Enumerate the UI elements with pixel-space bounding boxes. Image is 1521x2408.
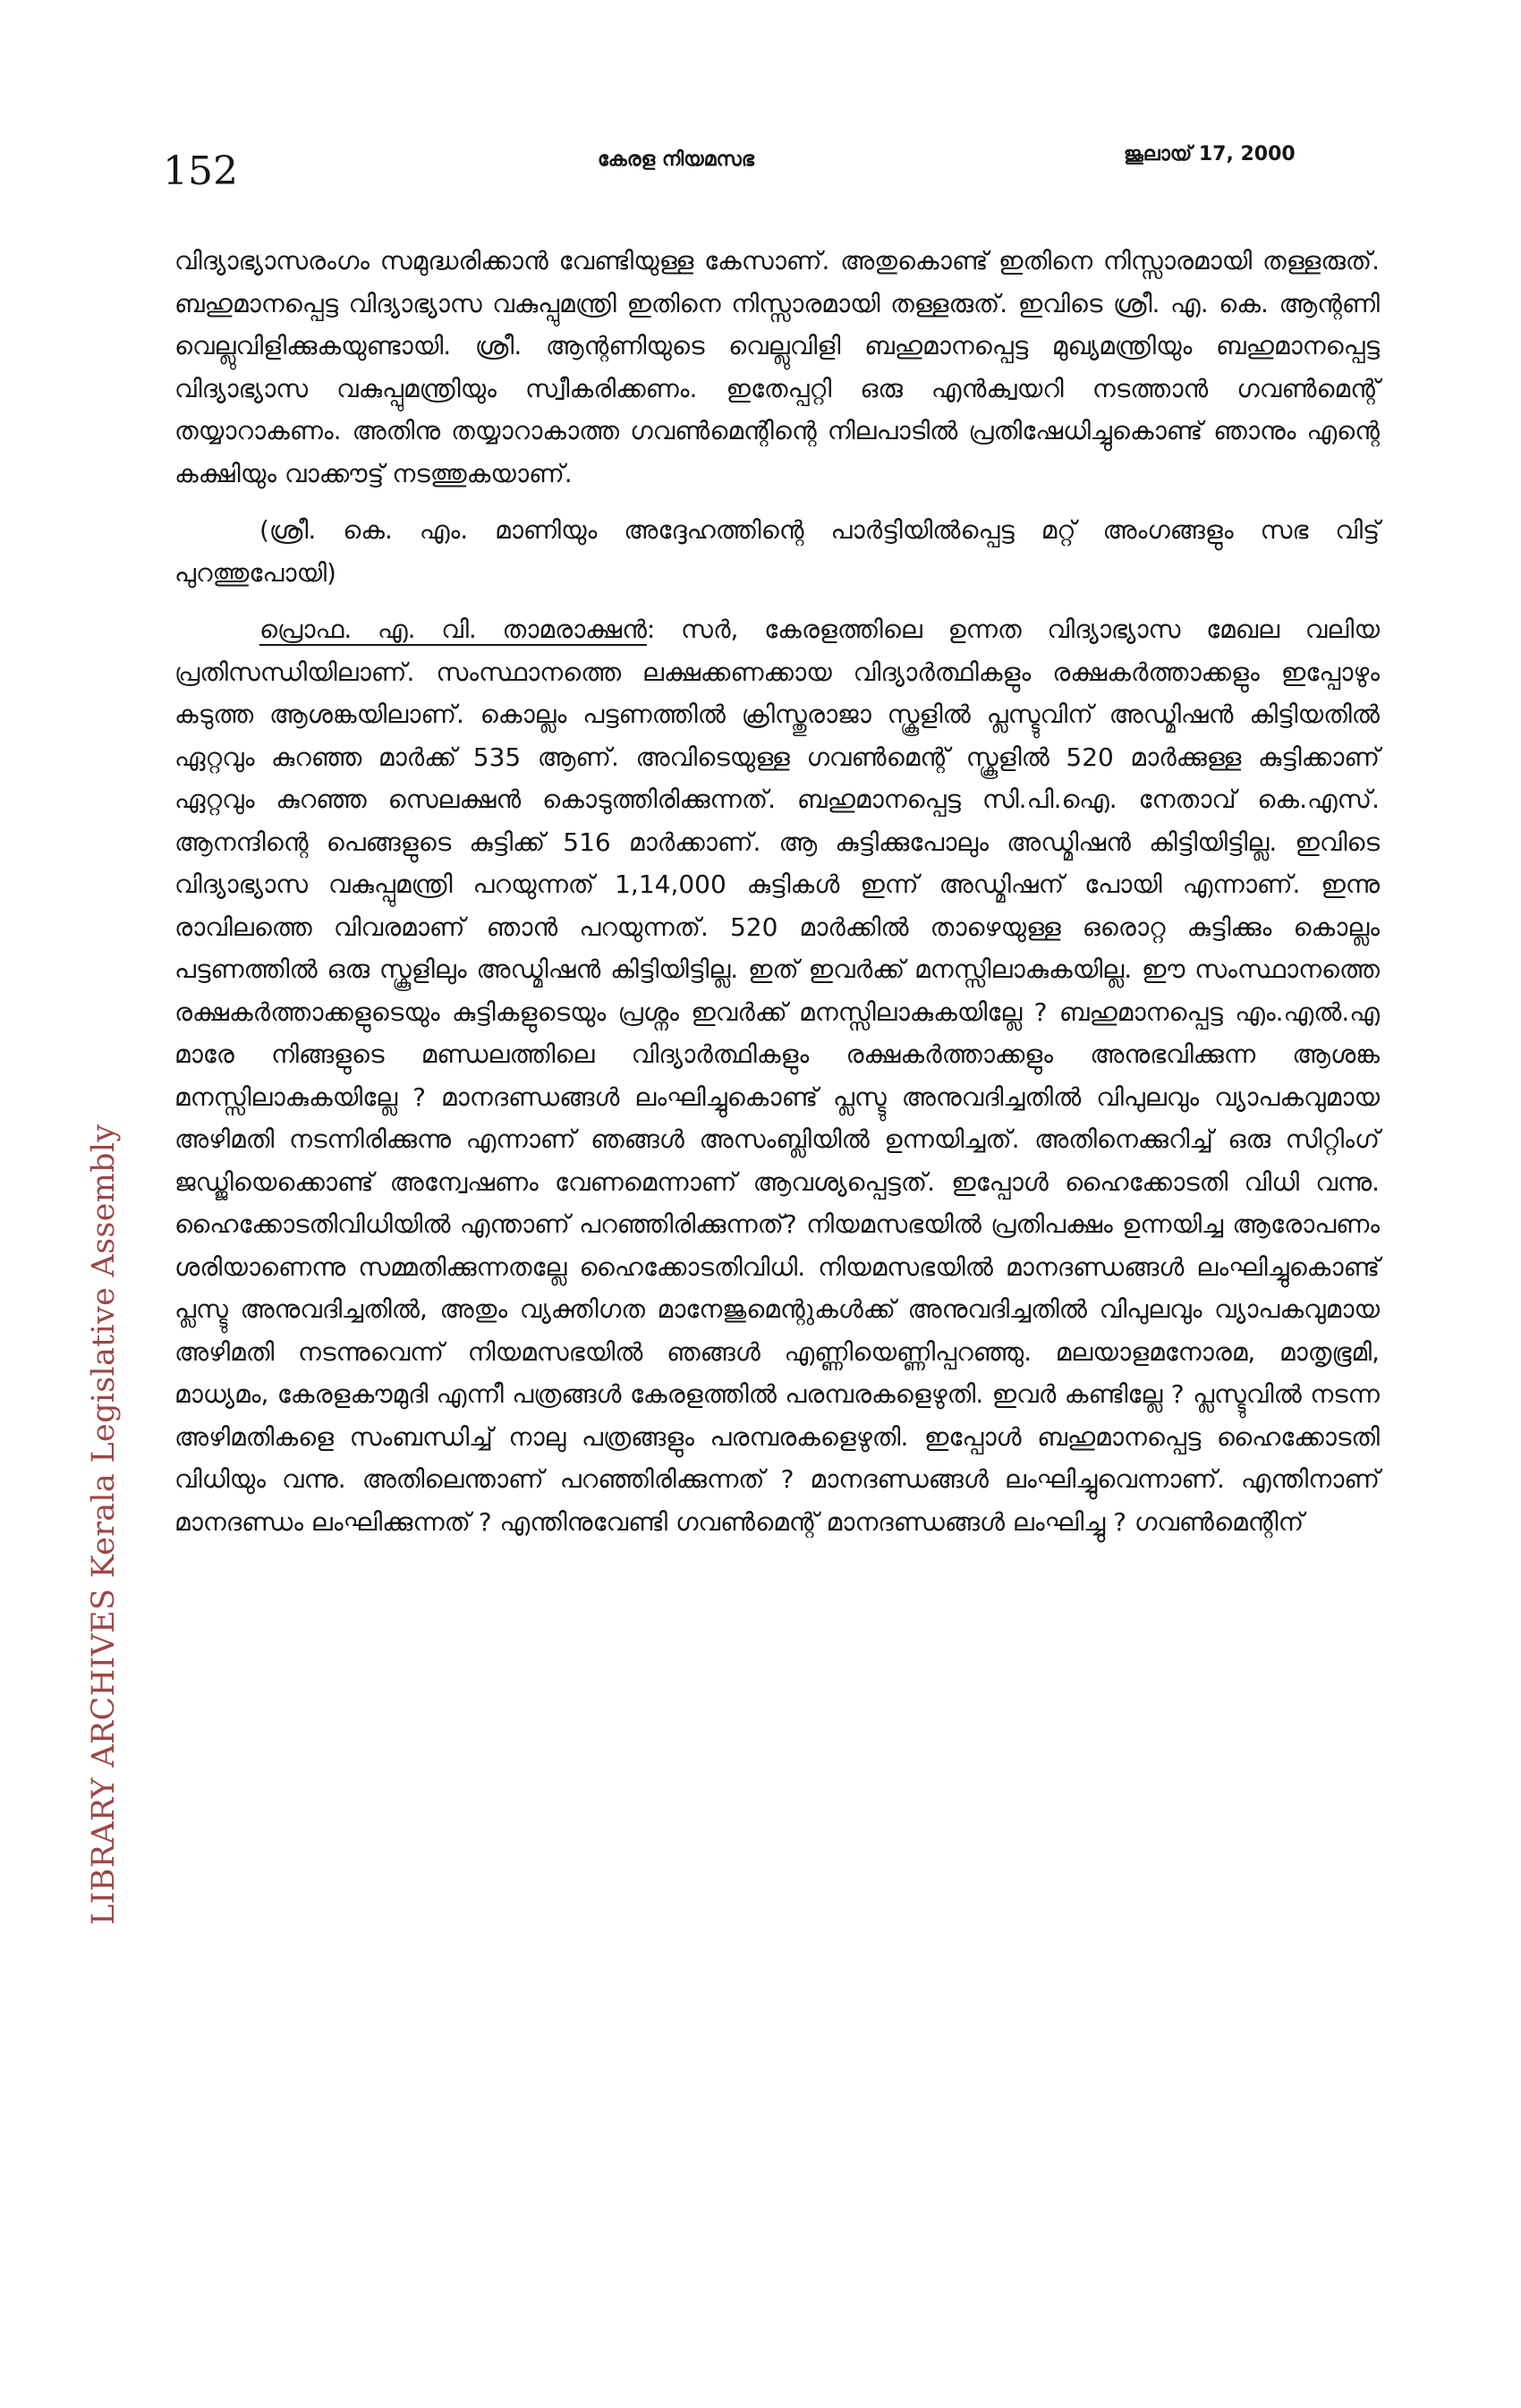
running-header-date: ജൂലായ് 17, 2000: [1124, 143, 1296, 165]
speech-paragraph: [174, 608, 1380, 1543]
archive-watermark: LIBRARY ARCHIVES Kerala Legislative Assembly: [86, 1123, 122, 1925]
speaker-name: പ്രൊഫ. എ. വി. താമരാക്ഷൻ: [259, 615, 647, 644]
document-body: [174, 240, 1380, 1543]
page-number: 152: [163, 148, 238, 194]
procedural-remark: (ശ്രീ. കെ. എം. മാണിയും അദ്ദേഹത്തിന്റെ പാർട്ടിയിൽപ്പെട്ട മറ്റ് അംഗങ്ങളും സഭ വിട്ട് പുറത്തുപോയി): [174, 515, 1380, 588]
speech-text: : സർ, കേരളത്തിലെ ഉന്നത വിദ്യാഭ്യാസ മേഖല വലിയ പ്രതിസന്ധിയിലാണ്. സംസ്ഥാനത്തെ ലക്ഷക്കണക്കായ വിദ്യാർത്ഥികളും രക്ഷകർത്താക്കളും ഇപ്പോഴും കടുത്ത ആശങ്കയിലാണ്. കൊല്ലം പട്ടണത്തിൽ ക്രിസ്തുരാജാ സ്കൂളിൽ പ്ലസ്ടുവിന് അഡ്മിഷൻ കിട്ടിയതിൽ ഏറ്റവും കുറഞ്ഞ മാർക്ക് 535 ആണ്. അവിടെയുള്ള ഗവൺമെന്റ് സ്കൂളിൽ 520 മാർക്കുള്ള കുട്ടിക്കാണ് ഏറ്റവും കുറഞ്ഞ സെലക്ഷൻ കൊടുത്തിരിക്കുന്നത്. ബഹുമാനപ്പെട്ട സി.പി.ഐ. നേതാവ് കെ.എസ്. ആനന്ദിന്റെ പെങ്ങളുടെ കുട്ടിക്ക് 516 മാർക്കാണ്. ആ കുട്ടിക്കുപോലും അഡ്മിഷൻ കിട്ടിയിട്ടില്ല. ഇവിടെ വിദ്യാഭ്യാസ വകുപ്പുമന്ത്രി പറയുന്നത് 1,14,000 കുട്ടികൾ ഇന്ന് അഡ്മിഷന് പോയി എന്നാണ്. ഇന്നു രാവിലത്തെ വിവരമാണ് ഞാൻ പറയുന്നത്. 520 മാർക്കിൽ താഴെയുള്ള ഒരൊറ്റ കുട്ടിക്കും കൊല്ലം പട്ടണത്തിൽ ഒരു സ്കൂളിലും അഡ്മിഷൻ കിട്ടിയിട്ടില്ല. ഇത് ഇവർക്ക് മനസ്സിലാകുകയില്ല. ഈ സംസ്ഥാനത്തെ രക്ഷകർത്താക്കളുടെയും കുട്ടികളുടെയും പ്രശ്നം ഇവർക്ക് മനസ്സിലാകുകയില്ലേ ? ബഹുമാനപ്പെട്ട എം.എൽ.എ മാരേ നിങ്ങളുടെ മണ്ഡലത്തിലെ വിദ്യാർത്ഥികളും രക്ഷകർത്താക്കളും അനുഭവിക്കുന്ന ആശങ്ക മനസ്സിലാകുകയില്ലേ ? മാനദണ്ഡങ്ങൾ ലംഘിച്ചുകൊണ്ട് പ്ലസ്ടു അനുവദിച്ചതിൽ വിപുലവും വ്യാപകവുമായ അഴിമതി നടന്നിരിക്കുന്നു എന്നാണ് ഞങ്ങൾ അസംബ്ലിയിൽ ഉന്നയിച്ചത്. അതിനെക്കുറിച്ച് ഒരു സിറ്റിംഗ് ജഡ്ജിയെക്കൊണ്ട് അന്വേഷണം വേണമെന്നാണ് ആവശ്യപ്പെട്ടത്. ഇപ്പോൾ ഹൈക്കോടതി വിധി വന്നു. ഹൈക്കോടതിവിധിയിൽ എന്താണ് പറഞ്ഞിരിക്കുന്നത്? നിയമസഭയിൽ പ്രതിപക്ഷം ഉന്നയിച്ച ആരോപണം ശരിയാണെന്നു സമ്മതിക്കുന്നതല്ലേ ഹൈക്കോടതിവിധി. നിയമസഭയിൽ മാനദണ്ഡങ്ങൾ ലംഘിച്ചുകൊണ്ട് പ്ലസ്ടു അനുവദിച്ചതിൽ, അതും വ്യക്തിഗത മാനേജുമെന്റുകൾക്ക് അനുവദിച്ചതിൽ വിപുലവും വ്യാപകവുമായ അഴിമതി നടന്നുവെന്ന് നിയമസഭയിൽ ഞങ്ങൾ എണ്ണിയെണ്ണിപ്പറഞ്ഞു. മലയാളമനോരമ, മാതൃഭൂമി, മാധ്യമം, കേരളകൗമുദി എന്നീ പത്രങ്ങൾ കേരളത്തിൽ പരമ്പരകളെഴുതി. ഇവർ കണ്ടില്ലേ ? പ്ലസ്ടുവിൽ നടന്ന അഴിമതികളെ സംബന്ധിച്ച് നാലു പത്രങ്ങളും പരമ്പരകളെഴുതി. ഇപ്പോൾ ബഹുമാനപ്പെട്ട ഹൈക്കോടതി വിധിയും വന്നു. അതിലെന്താണ് പറഞ്ഞിരിക്കുന്നത് ? മാനദണ്ഡങ്ങൾ ലംഘിച്ചുവെന്നാണ്. എന്തിനാണ് മാനദണ്ഡം ലംഘിക്കുന്നത് ? എന്തിനുവേണ്ടി ഗവൺമെന്റ് മാനദണ്ഡങ്ങൾ ലംഘിച്ചു ? ഗവൺമെന്റിന്: [174, 615, 1380, 1537]
running-header-title: കേരള നിയമസഭ: [598, 148, 754, 171]
paragraph-continuation: വിദ്യാഭ്യാസരംഗം സമുദ്ധരിക്കാൻ വേണ്ടിയുള്ള കേസാണ്. അതുകൊണ്ട് ഇതിനെ നിസ്സാരമായി തള്ളരുത്. ബഹുമാനപ്പെട്ട വിദ്യാഭ്യാസ വകുപ്പുമന്ത്രി ഇതിനെ നിസ്സാരമായി തള്ളരുത്. ഇവിടെ ശ്രീ. എ. കെ. ആന്റണി വെല്ലുവിളിക്കുകയുണ്ടായി. ശ്രീ. ആന്റണിയുടെ വെല്ലുവിളി ബഹുമാനപ്പെട്ട മുഖ്യമന്ത്രിയും ബഹുമാനപ്പെട്ട വിദ്യാഭ്യാസ വകുപ്പുമന്ത്രിയും സ്വീകരിക്കണം. ഇതേപ്പറ്റി ഒരു എൻക്വയറി നടത്താൻ ഗവൺമെന്റ് തയ്യാറാകണം. അതിനു തയ്യാറാകാത്ത ഗവൺമെന്റിന്റെ നിലപാടിൽ പ്രതിഷേധിച്ചുകൊണ്ട് ഞാനും എന്റെ കക്ഷിയും വാക്കൗട്ട് നടത്തുകയാണ്.: [174, 246, 1380, 488]
